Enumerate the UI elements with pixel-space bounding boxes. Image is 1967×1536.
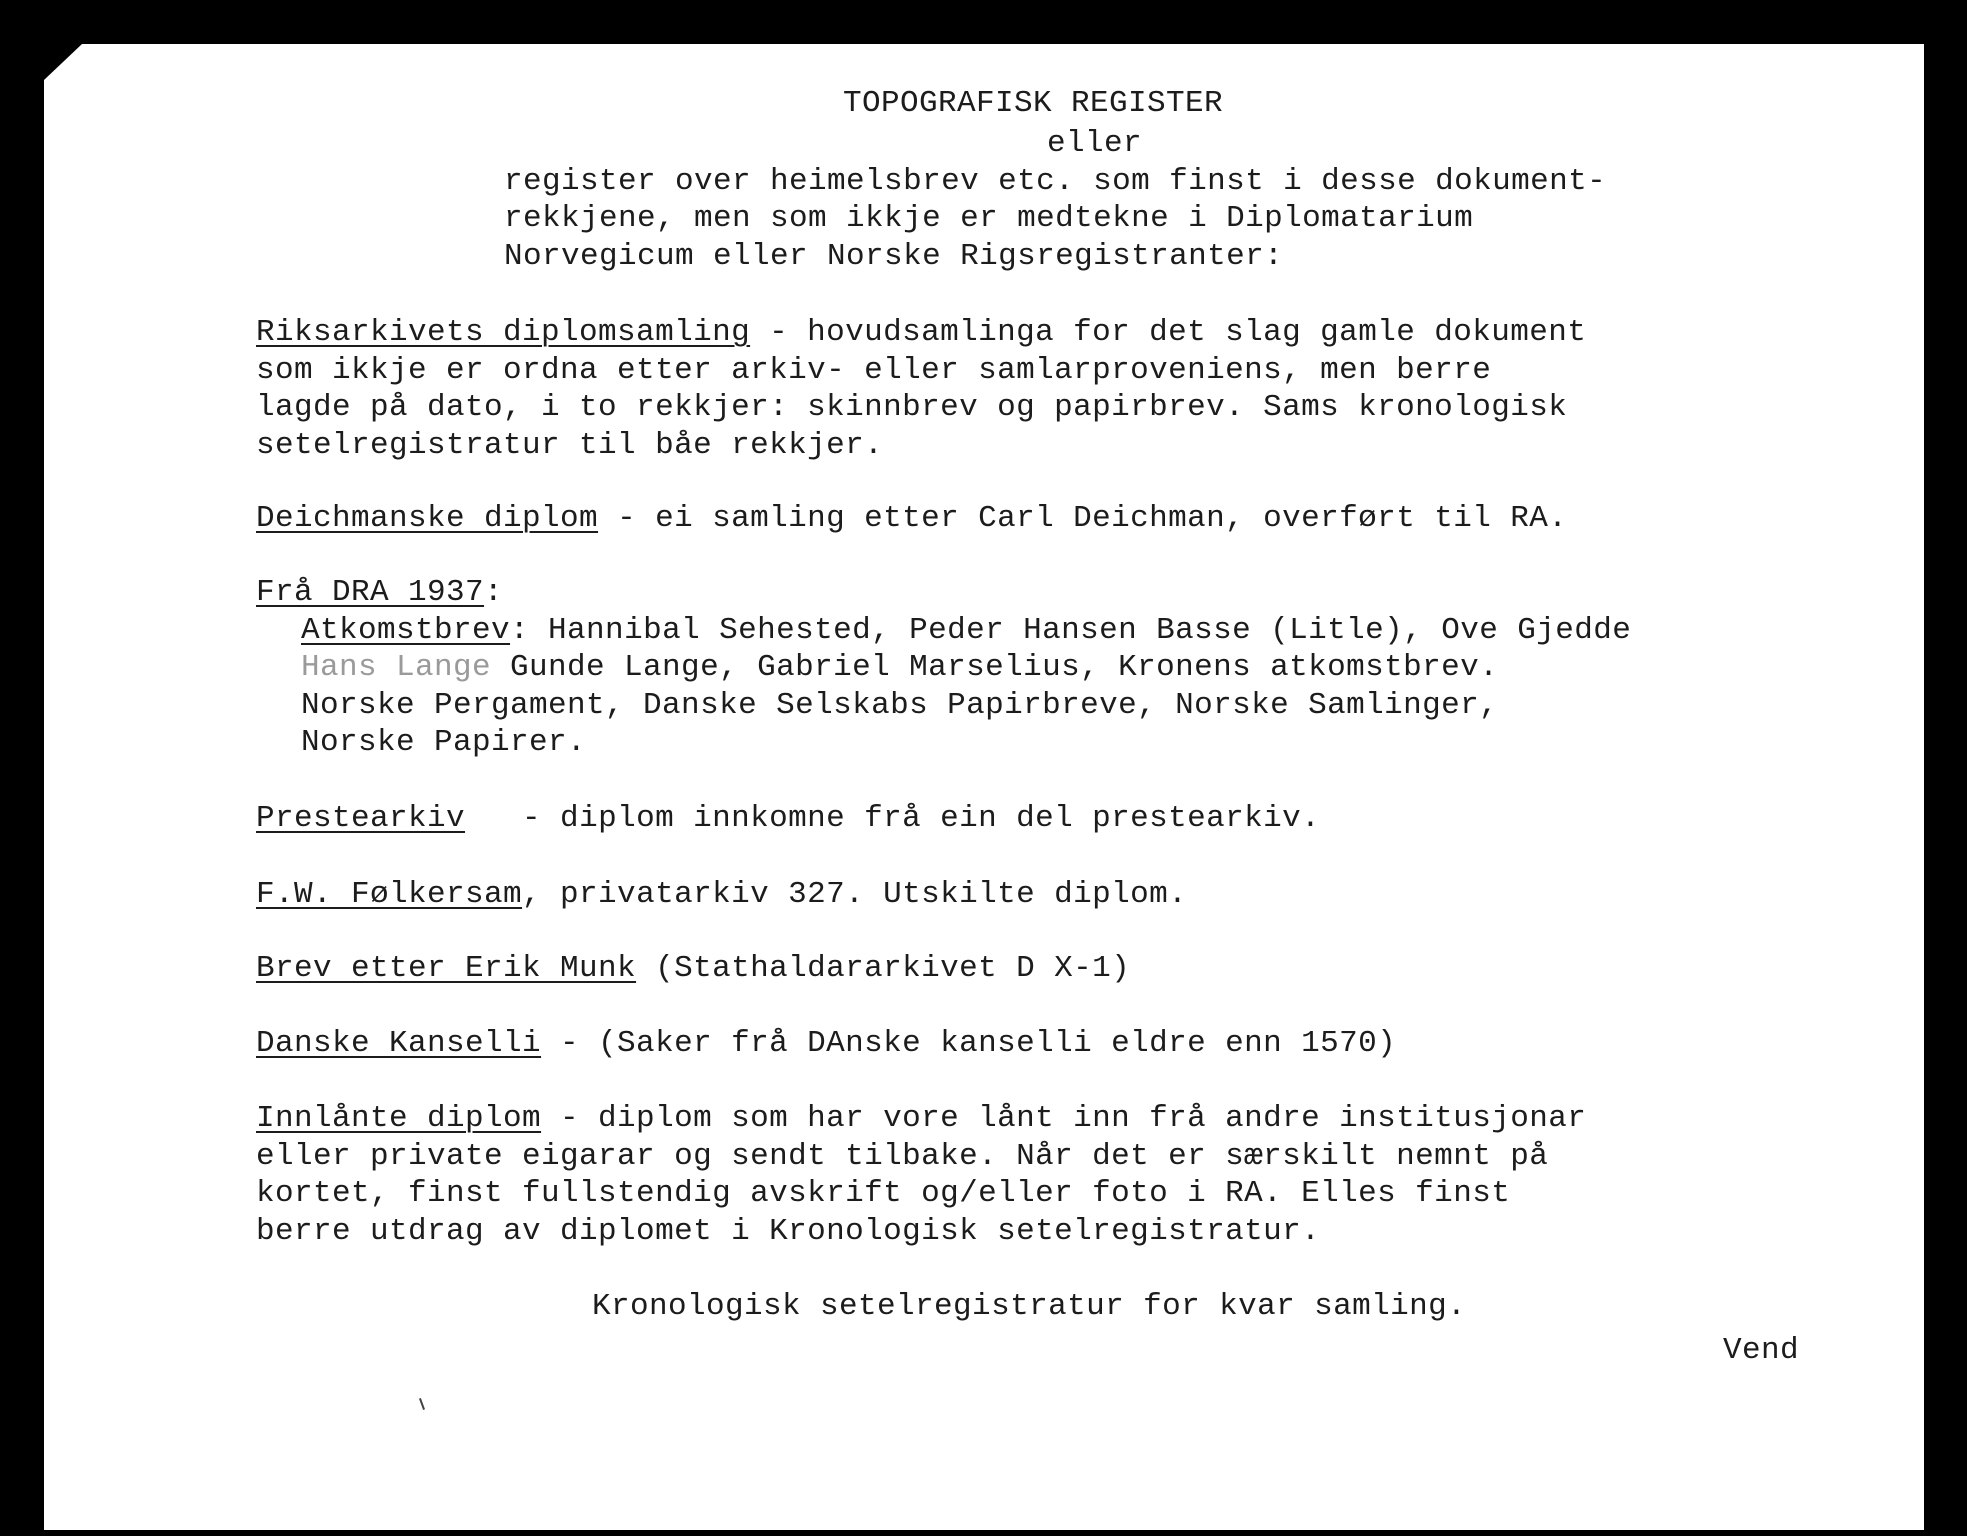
entry-innlante [256, 1103, 1586, 1134]
entry-text-line: Norske Papirer. [301, 725, 587, 760]
entry-folkersam [256, 879, 1187, 910]
entry-kanselli [256, 1028, 1396, 1059]
entry-text: - diplom innkomne frå ein del prestearkiv. [465, 801, 1321, 836]
entry-text: (Stathaldararkivet D X-1) [636, 951, 1131, 986]
crossed-out-text: Hans Lange [301, 650, 492, 685]
entry-label: Deichmanske diplom [256, 501, 599, 536]
entry-text-line: eller private eigarar og sendt tilbake. Når det er særskilt nemnt på [256, 1139, 1549, 1174]
entry-riksarkivet [256, 317, 1586, 348]
entry-text: - (Saker frå DAnske kanselli eldre enn 1570) [541, 1026, 1397, 1061]
entry-text-line: Norske Pergament, Danske Selskabs Papirbreve, Norske Samlinger, [301, 688, 1499, 723]
footer-note: Kronologisk setelregistratur for kvar samling. [592, 1289, 1467, 1324]
entry-text: Gunde Lange, Gabriel Marselius, Kronens atkomstbrev. [491, 650, 1499, 685]
entry-text: , privatarkiv 327. Utskilte diplom. [522, 877, 1188, 912]
entry-sublabel: Atkomstbrev [301, 613, 511, 648]
entry-text-line: lagde på dato, i to rekkjer: skinnbrev og papirbrev. Sams kronologisk [256, 390, 1568, 425]
entry-label: Innlånte diplom [256, 1101, 542, 1136]
entry-munk [256, 953, 1130, 984]
entry-deichmanske [256, 503, 1567, 534]
entry-label: Prestearkiv [256, 801, 466, 836]
entry-text: - ei samling etter Carl Deichman, overført til RA. [598, 501, 1568, 536]
entry-label: Brev etter Erik Munk [256, 951, 637, 986]
entry-dra [256, 577, 503, 608]
turn-over-note: Vend [1723, 1333, 1800, 1368]
entry-label: F.W. Følkersam [256, 877, 523, 912]
intro-line-3: Norvegicum eller Norske Rigsregistranter: [504, 239, 1284, 274]
document-subtitle: eller [1047, 126, 1143, 161]
entry-label: Riksarkivets diplomsamling [256, 315, 751, 350]
entry-label: Danske Kanselli [256, 1026, 542, 1061]
intro-line-2: rekkjene, men som ikkje er medtekne i Diplomatarium [504, 201, 1474, 236]
entry-text: - hovudsamlinga for det slag gamle dokument [750, 315, 1587, 350]
intro-line-1: register over heimelsbrev etc. som finst i desse dokument- [504, 164, 1607, 199]
entry-dra-line-2 [301, 652, 1498, 683]
entry-prestearkiv [256, 803, 1320, 834]
document-title: TOPOGRAFISK REGISTER [843, 86, 1224, 121]
entry-dra-atkomst [301, 615, 1631, 646]
entry-text: - diplom som har vore lånt inn frå andre institusjonar [541, 1101, 1587, 1136]
entry-text-line: som ikkje er ordna etter arkiv- eller samlarproveniens, men berre [256, 353, 1492, 388]
entry-text-line: kortet, finst fullstendig avskrift og/eller foto i RA. Elles finst [256, 1176, 1511, 1211]
entry-text: : Hannibal Sehested, Peder Hansen Basse (Litle), Ove Gjedde [510, 613, 1632, 648]
entry-text-line: berre utdrag av diplomet i Kronologisk setelregistratur. [256, 1214, 1321, 1249]
entry-text: : [484, 575, 504, 610]
entry-text-line: setelregistratur til båe rekkjer. [256, 428, 884, 463]
entry-label: Frå DRA 1937 [256, 575, 485, 610]
pen-mark [419, 1398, 425, 1410]
